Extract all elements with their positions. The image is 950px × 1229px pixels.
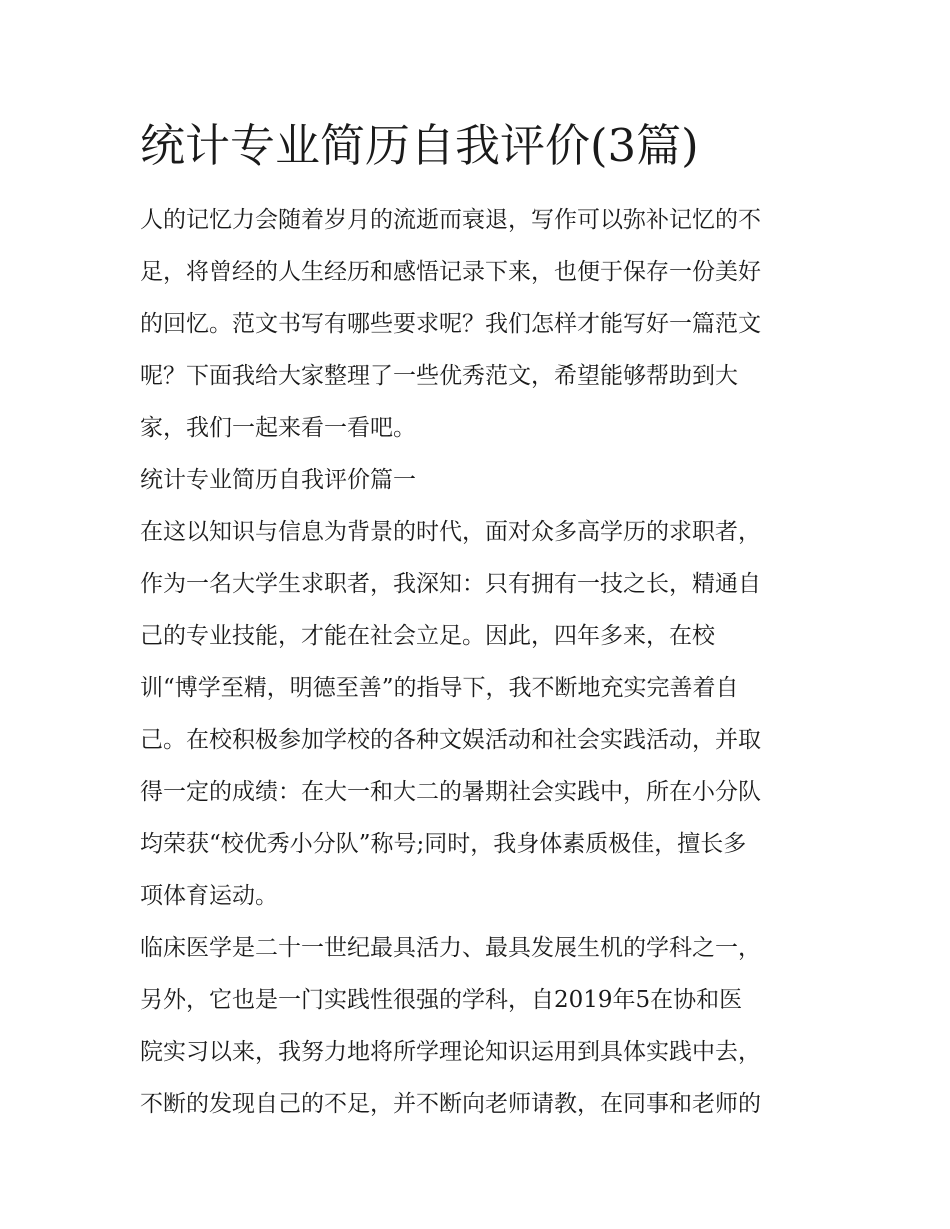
paragraph-line: 不断的发现自己的不足，并不断向老师请教，在同事和老师的: [140, 1091, 761, 1117]
section-heading: 统计专业简历自我评价篇一: [140, 467, 416, 493]
paragraph-line: 均荣获“校优秀小分队”称号;同时，我身体素质极佳，擅长多: [140, 831, 747, 857]
paragraph-line: 作为一名大学生求职者，我深知：只有拥有一技之长，精通自: [140, 571, 761, 597]
paragraph-line: 人的记忆力会随着岁月的流逝而衰退，写作可以弥补记忆的不: [140, 207, 761, 233]
paragraph-line: 足，将曾经的人生经历和感悟记录下来，也便于保存一份美好: [140, 259, 761, 285]
paragraph-line: 己的专业技能，才能在社会立足。因此，四年多来，在校: [140, 623, 715, 649]
paragraph-line: 得一定的成绩：在大一和大二的暑期社会实践中，所在小分队: [140, 779, 761, 805]
paragraph-line: 在这以知识与信息为背景的时代，面对众多高学历的求职者，: [140, 519, 761, 545]
paragraph-line: 训“博学至精，明德至善”的指导下，我不断地充实完善着自: [140, 675, 739, 701]
paragraph-line: 临床医学是二十一世纪最具活力、最具发展生机的学科之一，: [140, 935, 761, 961]
body-paragraph-1: [140, 506, 816, 922]
paragraph-line: 己。在校积极参加学校的各种文娱活动和社会实践活动，并取: [140, 727, 761, 753]
document-title: 统计专业简历自我评价(3篇): [140, 119, 699, 172]
paragraph-line: 另外，它也是一门实践性很强的学科，自2019年5在协和医: [140, 987, 743, 1013]
intro-paragraph: [140, 194, 816, 454]
paragraph-line: 院实习以来，我努力地将所学理论知识运用到具体实践中去，: [140, 1039, 761, 1065]
document-body: [140, 112, 816, 1130]
body-paragraph-2: [140, 922, 816, 1130]
paragraph-line: 家，我们一起来看一看吧。: [140, 415, 416, 441]
paragraph-line: 项体育运动。: [140, 883, 278, 909]
paragraph-line: 呢？下面我给大家整理了一些优秀范文，希望能够帮助到大: [140, 363, 738, 389]
paragraph-line: 的回忆。范文书写有哪些要求呢？我们怎样才能写好一篇范文: [140, 311, 761, 337]
